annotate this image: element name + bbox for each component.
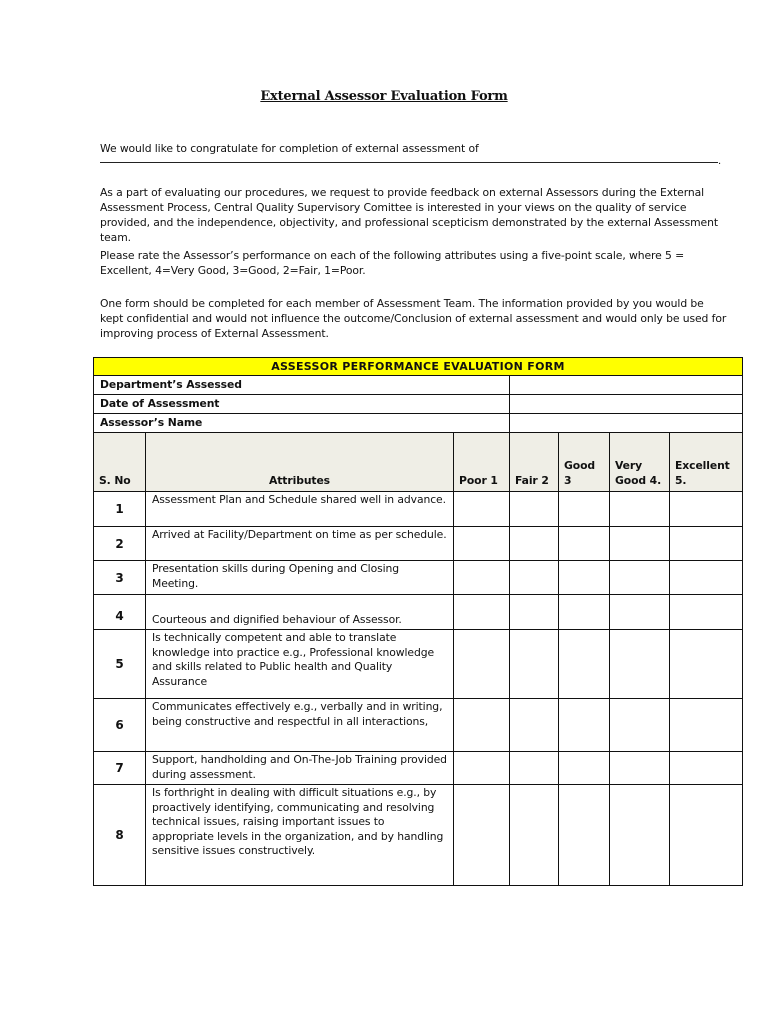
- rating-cell-fair[interactable]: [510, 561, 559, 595]
- attribute-text: Assessment Plan and Schedule shared well in advance.: [146, 492, 454, 527]
- rating-cell-good[interactable]: [559, 699, 610, 752]
- assessor-label: Assessor’s Name: [94, 414, 510, 433]
- row-number: 5: [94, 630, 146, 699]
- attribute-text: Communicates effectively e.g., verbally and in writing, being constructive and respectful in all interactions,: [146, 699, 454, 752]
- rating-cell-poor[interactable]: [454, 752, 510, 785]
- assessor-field[interactable]: [510, 414, 743, 433]
- column-header-good: Good 3: [559, 433, 610, 492]
- rating-cell-fair[interactable]: [510, 630, 559, 699]
- attribute-row: [94, 699, 743, 752]
- rating-cell-excellent[interactable]: [670, 595, 743, 630]
- attribute-row: [94, 527, 743, 561]
- rating-cell-very-good[interactable]: [610, 527, 670, 561]
- attribute-row: [94, 785, 743, 886]
- rating-cell-excellent[interactable]: [670, 527, 743, 561]
- confidentiality-paragraph: One form should be completed for each member of Assessment Team. The information provided by you would be kept confidential and would not influence the outcome/Conclusion of external assessment and would only be used for improving process of External Assessment.: [100, 297, 727, 340]
- rating-cell-fair[interactable]: [510, 785, 559, 886]
- assessor-row: [94, 414, 743, 433]
- column-header-poor: Poor 1: [454, 433, 510, 492]
- attribute-text: Is technically competent and able to translate knowledge into practice e.g., Professional knowledge and skills related to Public health and Quality Assurance: [146, 630, 454, 699]
- row-number: 4: [94, 595, 146, 630]
- attribute-row: [94, 630, 743, 699]
- rating-cell-fair[interactable]: [510, 492, 559, 527]
- rating-cell-poor[interactable]: [454, 595, 510, 630]
- date-row: [94, 395, 743, 414]
- rating-cell-fair[interactable]: [510, 699, 559, 752]
- rating-cell-poor[interactable]: [454, 561, 510, 595]
- rating-cell-good[interactable]: [559, 492, 610, 527]
- department-field[interactable]: [510, 376, 743, 395]
- row-number: 8: [94, 785, 146, 886]
- department-row: [94, 376, 743, 395]
- rating-cell-good[interactable]: [559, 630, 610, 699]
- congratulate-text: We would like to congratulate for completion of external assessment of: [100, 142, 479, 155]
- assessment-name-blank-line[interactable]: [100, 162, 718, 163]
- row-number: 2: [94, 527, 146, 561]
- rating-cell-very-good[interactable]: [610, 699, 670, 752]
- blank-line-end: .: [718, 156, 722, 167]
- rating-cell-poor[interactable]: [454, 630, 510, 699]
- rating-cell-fair[interactable]: [510, 595, 559, 630]
- column-header-row: [94, 433, 743, 492]
- attribute-text: Support, handholding and On-The-Job Training provided during assessment.: [146, 752, 454, 785]
- attribute-text: Is forthright in dealing with difficult situations e.g., by proactively identifying, communicating and resolving technical issues, raising important issues to appropriate levels in the organization, and by handling sensitive issues constructively.: [146, 785, 454, 886]
- rating-cell-very-good[interactable]: [610, 785, 670, 886]
- date-field[interactable]: [510, 395, 743, 414]
- assessor-evaluation-table: [93, 357, 743, 886]
- date-label: Date of Assessment: [94, 395, 510, 414]
- rating-cell-excellent[interactable]: [670, 561, 743, 595]
- attribute-row: [94, 492, 743, 527]
- column-header-excellent: Excellent 5.: [670, 433, 743, 492]
- attribute-row: [94, 752, 743, 785]
- attribute-text: Arrived at Facility/Department on time as per schedule.: [146, 527, 454, 561]
- rating-cell-good[interactable]: [559, 561, 610, 595]
- rating-cell-fair[interactable]: [510, 527, 559, 561]
- rating-instruction-paragraph: Please rate the Assessor’s performance on each of the following attributes using a five-point scale, where 5 = Excellent, 4=Very Good, 3=Good, 2=Fair, 1=Poor.: [100, 249, 685, 277]
- attribute-row: [94, 561, 743, 595]
- form-header: ASSESSOR PERFORMANCE EVALUATION FORM: [94, 358, 743, 376]
- rating-cell-poor[interactable]: [454, 699, 510, 752]
- purpose-paragraph: As a part of evaluating our procedures, we request to provide feedback on external Assessors during the External Assessment Process, Central Quality Supervisory Comittee is interested in your views on the quality of service provided, and the independence, objectivity, and professional scepticism demonstrated by the external Assessment team.: [100, 186, 718, 244]
- rating-cell-very-good[interactable]: [610, 492, 670, 527]
- row-number: 6: [94, 699, 146, 752]
- rating-cell-excellent[interactable]: [670, 630, 743, 699]
- row-number: 1: [94, 492, 146, 527]
- column-header-attributes: Attributes: [146, 433, 454, 492]
- rating-cell-excellent[interactable]: [670, 785, 743, 886]
- form-title: External Assessor Evaluation Form: [260, 89, 508, 104]
- column-header-sno: S. No: [94, 433, 146, 492]
- rating-cell-poor[interactable]: [454, 492, 510, 527]
- rating-cell-good[interactable]: [559, 527, 610, 561]
- rating-cell-good[interactable]: [559, 752, 610, 785]
- attribute-text: Presentation skills during Opening and Closing Meeting.: [146, 561, 454, 595]
- column-header-very-good: Very Good 4.: [610, 433, 670, 492]
- rating-cell-good[interactable]: [559, 595, 610, 630]
- rating-cell-poor[interactable]: [454, 527, 510, 561]
- rating-cell-poor[interactable]: [454, 785, 510, 886]
- attribute-row: [94, 595, 743, 630]
- rating-cell-very-good[interactable]: [610, 630, 670, 699]
- rating-cell-fair[interactable]: [510, 752, 559, 785]
- rating-cell-very-good[interactable]: [610, 595, 670, 630]
- department-label: Department’s Assessed: [94, 376, 510, 395]
- row-number: 3: [94, 561, 146, 595]
- column-header-fair: Fair 2: [510, 433, 559, 492]
- attribute-text: Courteous and dignified behaviour of Assessor.: [146, 595, 454, 630]
- rating-cell-very-good[interactable]: [610, 561, 670, 595]
- rating-cell-good[interactable]: [559, 785, 610, 886]
- rating-cell-excellent[interactable]: [670, 699, 743, 752]
- row-number: 7: [94, 752, 146, 785]
- rating-cell-excellent[interactable]: [670, 492, 743, 527]
- rating-cell-very-good[interactable]: [610, 752, 670, 785]
- rating-cell-excellent[interactable]: [670, 752, 743, 785]
